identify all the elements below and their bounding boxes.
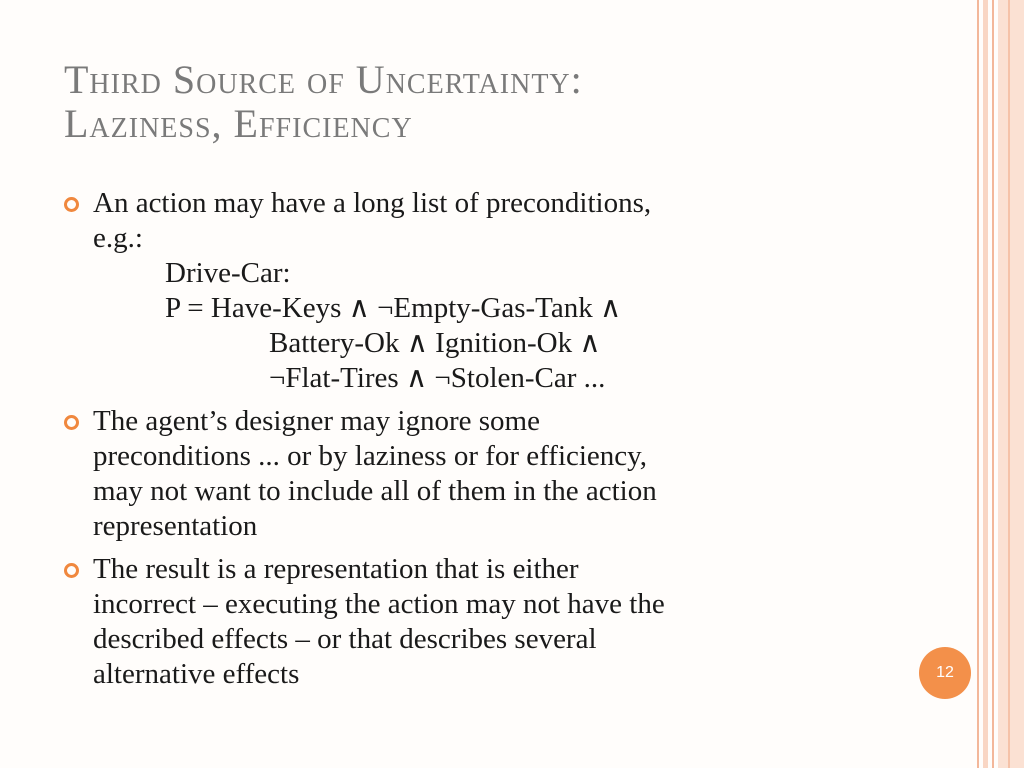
precondition-formula: P = Have-Keys ∧ ¬Empty-Gas-Tank ∧ — [165, 292, 622, 324]
bullet-text-line: may not want to include all of them in the action — [93, 475, 657, 507]
slide-title-line-2: Laziness, Efficiency — [64, 101, 413, 146]
bullet-ring-icon — [64, 197, 79, 212]
bullet-text-line: e.g.: — [93, 222, 143, 254]
bullet-item — [64, 404, 914, 544]
bullet-text-line: The result is a representation that is either — [93, 553, 579, 585]
decor-stripe — [998, 0, 1024, 768]
precondition-heading: Drive-Car: — [165, 257, 291, 289]
bullet-text-line: The agent’s designer may ignore some — [93, 405, 540, 437]
bullet-text-line: preconditions ... or by laziness or for efficiency, — [93, 440, 648, 472]
bullet-ring-icon — [64, 563, 79, 578]
bullet-text-line: An action may have a long list of preconditions, — [93, 187, 652, 219]
slide-title-line-1: Third Source of Uncertainty: — [64, 57, 583, 102]
decor-stripe — [983, 0, 988, 768]
bullet-text-line: incorrect – executing the action may not have the — [93, 588, 665, 620]
bullet-ring-icon — [64, 415, 79, 430]
slide-title — [64, 58, 944, 146]
bullet-item — [64, 186, 914, 396]
decor-stripe — [1008, 0, 1010, 768]
bullet-text-line: representation — [93, 510, 258, 542]
precondition-formula: ¬Flat-Tires ∧ ¬Stolen-Car ... — [269, 362, 606, 394]
bullet-text-line: alternative effects — [93, 658, 300, 690]
decor-stripe — [992, 0, 994, 768]
slide-body — [64, 186, 914, 700]
page-number-badge: 12 — [919, 647, 971, 699]
precondition-formula: Battery-Ok ∧ Ignition-Ok ∧ — [269, 327, 601, 359]
bullet-item — [64, 552, 914, 692]
decor-stripe — [977, 0, 979, 768]
bullet-text-line: described effects – or that describes several — [93, 623, 597, 655]
